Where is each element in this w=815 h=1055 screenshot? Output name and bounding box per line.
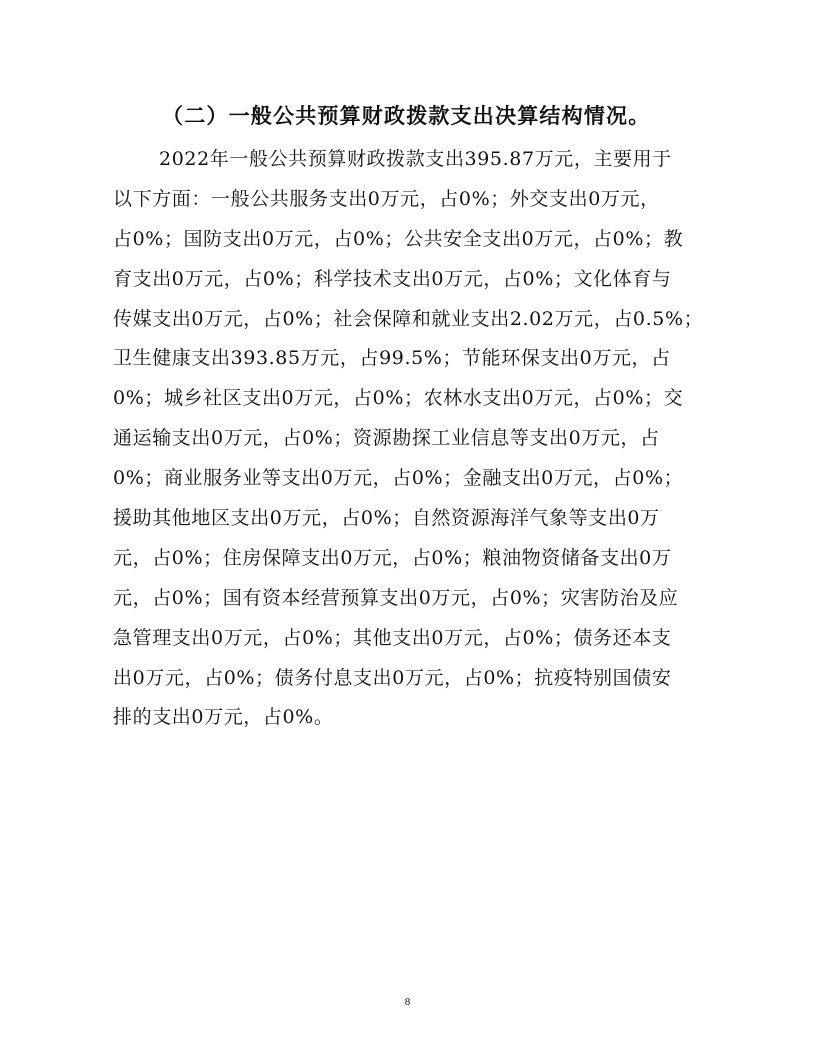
section-heading: （二）一般公共预算财政拨款支出决算结构情况。: [162, 104, 651, 128]
paragraph-line: 占0%；国防支出0万元，占0%；公共安全支出0万元，占0%；教: [113, 227, 684, 250]
paragraph-line: 卫生健康支出393.85万元，占99.5%；节能环保支出0万元，占: [113, 347, 671, 370]
page-number: 8: [404, 996, 411, 1008]
paragraph-line: 排的支出0万元，占0%。: [113, 706, 334, 729]
paragraph-line: 通运输支出0万元，占0%；资源勘探工业信息等支出0万元，占: [113, 427, 660, 450]
paragraph-line: 元，占0%；国有资本经营预算支出0万元，占0%；灾害防治及应: [113, 586, 679, 609]
paragraph-line: 0%；商业服务业等支出0万元，占0%；金融支出0万元，占0%；: [113, 467, 684, 490]
paragraph-line: 以下方面：一般公共服务支出0万元，占0%；外交支出0万元，: [113, 187, 660, 210]
paragraph-line: 元，占0%；住房保障支出0万元，占0%；粮油物资储备支出0万: [113, 546, 672, 569]
paragraph-line: 育支出0万元，占0%；科学技术支出0万元，占0%；文化体育与: [113, 267, 672, 290]
paragraph-line: 出0万元，占0%；债务付息支出0万元，占0%；抗疫特别国债安: [113, 666, 672, 689]
paragraph-line: 急管理支出0万元，占0%；其他支出0万元，占0%；债务还本支: [113, 626, 672, 649]
paragraph-line: 传媒支出0万元，占0%；社会保障和就业支出2.02万元，占0.5%；: [113, 307, 704, 330]
paragraph-line: 援助其他地区支出0万元，占0%；自然资源海洋气象等支出0万: [113, 507, 660, 530]
body-paragraph: [113, 140, 703, 738]
paragraph-line: 2022年一般公共预算财政拨款支出395.87万元，主要用于: [159, 148, 672, 170]
paragraph-line: 0%；城乡社区支出0万元，占0%；农林水支出0万元，占0%；交: [113, 387, 684, 410]
